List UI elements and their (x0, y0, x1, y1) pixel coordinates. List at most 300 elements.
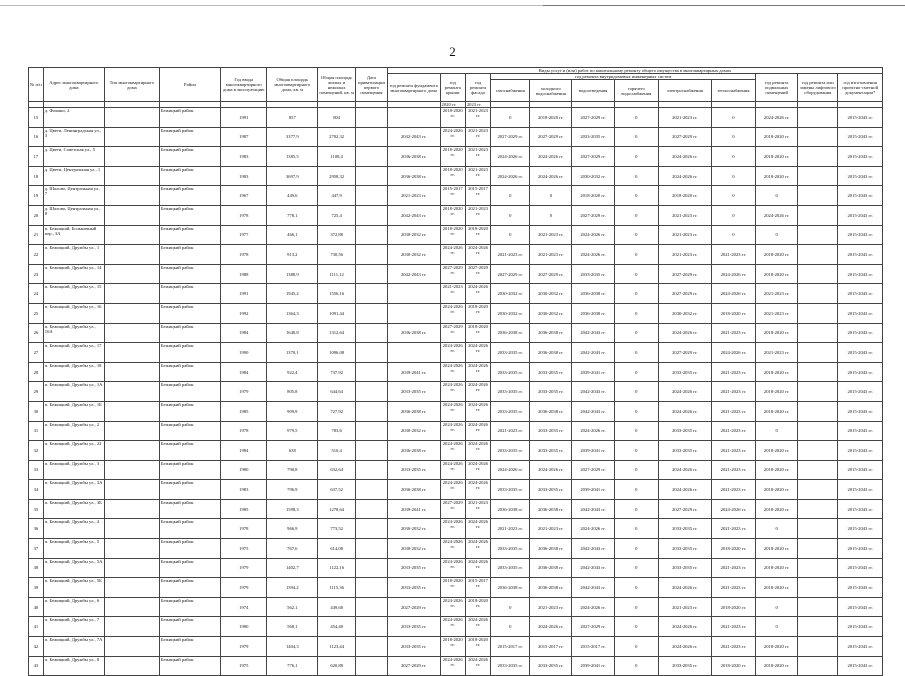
cell-gas: 0 (491, 617, 530, 637)
cell-elevator (798, 343, 838, 363)
cell-type (104, 303, 159, 323)
cell-heat: 2021-2023 гг. (711, 323, 755, 343)
cell-total-area: 790,8 (267, 460, 318, 480)
cell-design-docs: 2015-2043 гг. (838, 362, 883, 382)
cell-address: д. Цвети, Центральная ул., 1 (43, 166, 104, 186)
cell-privatization (356, 127, 388, 147)
cell-elevator (798, 303, 838, 323)
cell-roof: 2024-2026 гг. (440, 303, 465, 323)
cell-elevator (798, 205, 838, 225)
header-gas: газоснабжения (491, 80, 530, 102)
cell-living-area: 2958,32 (318, 166, 356, 186)
cell-hot-water: 0 (614, 441, 658, 461)
cell-basement: 2018-2020 гг. (756, 127, 798, 147)
cell-district: Бежицкий район (159, 284, 220, 304)
cell-heat: 0 (711, 147, 755, 167)
cell-no: 35 (29, 499, 44, 519)
cell-elevator (798, 323, 838, 343)
cell-elevator (798, 578, 838, 598)
cell-district: Бежицкий район (159, 245, 220, 265)
cell-gas: 2015-2017 гг. (491, 637, 530, 657)
cell-hot-water: 0 (614, 343, 658, 363)
cell-district: Бежицкий район (159, 421, 220, 441)
header-hot-water: горячего водоснабжения (614, 80, 658, 102)
table-row (29, 127, 883, 147)
cell-heat: 2021-2023 гг. (711, 558, 755, 578)
cell-cold-water: 2033-2035 гг. (530, 441, 572, 461)
cell-hot-water: 0 (614, 323, 658, 343)
cell-living-area: 1312,64 (318, 323, 356, 343)
cell-sewer: 2033-2035 гг. (572, 127, 614, 147)
header-foundation: год ремонта фундамента многоквартирного дома (387, 74, 440, 102)
cell-total-area: 3697,9 (267, 166, 318, 186)
cell-district: Бежицкий район (159, 460, 220, 480)
cell-cold-water: 2015-2017 гг. (530, 637, 572, 657)
table-row (29, 186, 883, 206)
header-total-area: Общая площадь многоквартирного дома, кв. м (267, 68, 318, 102)
cell-foundation: 2036-2038 гг. (387, 166, 440, 186)
cell-design-docs: 2015-2043 гг. (838, 166, 883, 186)
cell-electric: 2024-2026 гг. (658, 578, 711, 598)
table-row (29, 382, 883, 402)
header-elevator: год ремонта или замены лифтового оборудования (798, 74, 838, 102)
cell-gas: 2021-2023 гг. (491, 245, 530, 265)
cell-basement: 2018-2020 гг. (756, 245, 798, 265)
cell-electric: 2024-2026 гг. (658, 637, 711, 657)
cell-hot-water: 0 (614, 401, 658, 421)
cell-type (104, 558, 159, 578)
cell-address: п. Бежицкий, Дружбы ул., 18 (43, 362, 104, 382)
cell-total-area: 922,4 (267, 362, 318, 382)
cell-living-area: 449,68 (318, 597, 356, 617)
cell-facade: 2024-2026 гг. (465, 245, 490, 265)
cell-year-built: 1979 (221, 578, 267, 598)
cell-design-docs: 2015-2043 гг. (838, 539, 883, 559)
cell-type (104, 519, 159, 539)
cell-address: п. Бежицкий, Дружбы ул., 8 (43, 656, 104, 676)
table-row (29, 578, 883, 598)
cell-year-built: 1984 (221, 441, 267, 461)
cell-electric: 2024-2026 гг. (658, 480, 711, 500)
cell-district: Бежицкий район (159, 499, 220, 519)
cell-hot-water: 0 (614, 382, 658, 402)
cell-living-area: 804 (318, 108, 356, 128)
cell-no: 42 (29, 637, 44, 657)
cell-heat: 2021-2023 гг. (711, 382, 755, 402)
cell-electric: 2021-2023 гг. (658, 597, 711, 617)
cell-design-docs: 2015-2043 гг. (838, 303, 883, 323)
cell-sewer: 2042-2043 гг. (572, 382, 614, 402)
cell-facade: 2024-2026 гг. (465, 539, 490, 559)
capital-repair-table (28, 67, 883, 676)
cell-district: Бежицкий район (159, 578, 220, 598)
cell-district: Бежицкий район (159, 519, 220, 539)
cell-total-area: 1385,5 (267, 147, 318, 167)
cell-living-area: 372,88 (318, 225, 356, 245)
cell-privatization (356, 343, 388, 363)
cell-roof: 2024-2026 гг. (440, 460, 465, 480)
header-district: Район (159, 68, 220, 102)
cell-heat: 2021-2023 гг. (711, 460, 755, 480)
cell-privatization (356, 264, 388, 284)
cell-facade: 2018-2020 гг. (465, 225, 490, 245)
cell-total-area: 638 (267, 441, 318, 461)
cell-type (104, 147, 159, 167)
cell-living-area: 2702,32 (318, 127, 356, 147)
cell-electric: 2027-2029 гг. (658, 284, 711, 304)
cell-design-docs: 2015-2043 гг. (838, 108, 883, 128)
cell-cold-water: 2027-2029 гг. (530, 127, 572, 147)
cell-no: 36 (29, 519, 44, 539)
cell-address: п. Бежицкий, Дружбы ул., 7А (43, 637, 104, 657)
cell-no: 40 (29, 597, 44, 617)
cell-foundation: 2030-2032 гг. (387, 519, 440, 539)
cell-heat: 2018-2020 гг. (711, 597, 755, 617)
cell-district: Бежицкий район (159, 225, 220, 245)
cell-no: 33 (29, 460, 44, 480)
cell-electric: 2033-2035 гг. (658, 362, 711, 382)
cell-roof: 2018-2020 гг. (440, 205, 465, 225)
cell-no: 32 (29, 441, 44, 461)
cell-type (104, 245, 159, 265)
header-heat: теплоснабжения (711, 80, 755, 102)
scan-top-edge (0, 5, 905, 6)
cell-gas: 2033-2035 гг. (491, 441, 530, 461)
partial-roof: 2020 гг. (440, 102, 465, 108)
cell-privatization (356, 597, 388, 617)
cell-hot-water: 0 (614, 264, 658, 284)
cell-no: 29 (29, 382, 44, 402)
cell-design-docs: 2015-2043 гг. (838, 186, 883, 206)
cell-type (104, 343, 159, 363)
cell-roof: 2024-2026 гг. (440, 401, 465, 421)
cell-elevator (798, 656, 838, 676)
cell-elevator (798, 480, 838, 500)
cell-electric: 2033-2035 гг. (658, 519, 711, 539)
table-row (29, 480, 883, 500)
cell-electric: 2024-2026 гг. (658, 617, 711, 637)
cell-cold-water: 2024-2026 гг. (530, 617, 572, 637)
cell-cold-water: 2036-2038 гг. (530, 539, 572, 559)
cell-basement: 0 (756, 597, 798, 617)
cell-facade: 2024-2026 гг. (465, 617, 490, 637)
cell-year-built: 1974 (221, 597, 267, 617)
cell-basement: 0 (756, 421, 798, 441)
cell-gas: 2033-2035 гг. (491, 539, 530, 559)
cell-hot-water: 0 (614, 617, 658, 637)
cell-address: п. Бежицкий, Дружбы ул., 1 (43, 245, 104, 265)
cell-facade: 2024-2026 гг. (465, 421, 490, 441)
cell-electric: 2027-2029 гг. (658, 264, 711, 284)
cell-year-built: 1984 (221, 323, 267, 343)
cell-sewer: 2024-2026 гг. (572, 245, 614, 265)
cell-gas: 2033-2035 гг. (491, 382, 530, 402)
cell-roof: 2027-2029 гг. (440, 499, 465, 519)
cell-heat: 2021-2023 гг. (711, 421, 755, 441)
cell-sewer: 2027-2029 гг. (572, 147, 614, 167)
cell-sewer: 2039-2041 гг. (572, 362, 614, 382)
cell-facade: 2021-2023 гг. (465, 166, 490, 186)
header-no: № п/п (29, 68, 44, 102)
cell-heat: 0 (711, 205, 755, 225)
cell-basement: 2018-2020 гг. (756, 656, 798, 676)
cell-hot-water: 0 (614, 597, 658, 617)
cell-heat: 2018-2020 гг. (711, 656, 755, 676)
cell-facade: 2024-2026 гг. (465, 441, 490, 461)
cell-basement: 2018-2020 гг. (756, 637, 798, 657)
cell-district: Бежицкий район (159, 382, 220, 402)
cell-cold-water: 2036-2038 гг. (530, 323, 572, 343)
cell-design-docs: 2015-2043 гг. (838, 401, 883, 421)
cell-electric: 2033-2035 гг. (658, 441, 711, 461)
cell-year-built: 1979 (221, 382, 267, 402)
cell-sewer: 2024-2026 гг. (572, 519, 614, 539)
cell-total-area: 796,9 (267, 480, 318, 500)
cell-electric: 2027-2029 гг. (658, 499, 711, 519)
cell-type (104, 284, 159, 304)
cell-no: 38 (29, 558, 44, 578)
cell-total-area: 979,5 (267, 421, 318, 441)
cell-elevator (798, 362, 838, 382)
cell-no: 21 (29, 225, 44, 245)
cell-cold-water: 2033-2035 гг. (530, 362, 572, 382)
cell-sewer: 2036-2038 гг. (572, 303, 614, 323)
cell-living-area: 510,4 (318, 441, 356, 461)
cell-facade: 2024-2026 гг. (465, 519, 490, 539)
cell-gas: 2027-2029 гг. (491, 127, 530, 147)
cell-facade: 2018-2020 гг. (465, 637, 490, 657)
header-sewer: водоотведения (572, 80, 614, 102)
table-row (29, 205, 883, 225)
cell-address: п. Бежицкий, Дружбы ул., 15 (43, 284, 104, 304)
cell-basement: 2024-2026 гг. (756, 205, 798, 225)
cell-foundation: 2036-2038 гг. (387, 323, 440, 343)
cell-foundation: 2036-2038 гг. (387, 441, 440, 461)
cell-basement: 2021-2023 гг. (756, 284, 798, 304)
cell-design-docs: 2015-2043 гг. (838, 519, 883, 539)
cell-no: 39 (29, 578, 44, 598)
cell-hot-water: 0 (614, 480, 658, 500)
cell-no: 24 (29, 284, 44, 304)
cell-foundation: 2030-2032 гг. (387, 421, 440, 441)
cell-elevator (798, 127, 838, 147)
cell-type (104, 617, 159, 637)
cell-address: п. Бежицкий, Дружбы ул., 14 (43, 264, 104, 284)
cell-roof: 2018-2020 гг. (440, 108, 465, 128)
cell-privatization (356, 225, 388, 245)
cell-privatization (356, 303, 388, 323)
cell-design-docs: 2015-2043 гг. (838, 264, 883, 284)
cell-roof: 2024-2026 гг. (440, 656, 465, 676)
header-design-docs: год изготовления проектно-сметной документации* (838, 74, 883, 102)
cell-design-docs: 2015-2043 гг. (838, 127, 883, 147)
cell-facade: 2018-2020 гг. (465, 303, 490, 323)
cell-electric: 2024-2026 гг. (658, 166, 711, 186)
cell-basement: 2018-2020 гг. (756, 499, 798, 519)
cell-roof: 2024-2026 гг. (440, 519, 465, 539)
cell-foundation: 2033-2035 гг. (387, 637, 440, 657)
cell-roof: 2027-2029 гг. (440, 323, 465, 343)
cell-gas: 2024-2026 гг. (491, 460, 530, 480)
table-row (29, 558, 883, 578)
cell-heat: 2021-2023 гг. (711, 401, 755, 421)
cell-cold-water: 2036-2038 гг. (530, 558, 572, 578)
table-row (29, 147, 883, 167)
cell-electric: 2024-2026 гг. (658, 382, 711, 402)
cell-sewer: 2018-2020 гг. (572, 186, 614, 206)
cell-basement: 2018-2020 гг. (756, 264, 798, 284)
cell-no: 25 (29, 303, 44, 323)
header-roof: год ремонта крыши (440, 74, 465, 102)
cell-address: д. Фокино, 2 (43, 108, 104, 128)
table-row (29, 245, 883, 265)
cell-foundation: 2033-2035 гг. (387, 617, 440, 637)
cell-year-built: 1985 (221, 499, 267, 519)
cell-address: п. Бежицкий, Дружбы ул., 17 (43, 343, 104, 363)
cell-foundation: 2030-2032 гг. (387, 245, 440, 265)
cell-elevator (798, 441, 838, 461)
cell-total-area: 1364,3 (267, 303, 318, 323)
cell-electric: 2027-2029 гг. (658, 127, 711, 147)
cell-no: 23 (29, 264, 44, 284)
cell-sewer: 2042-2043 гг. (572, 558, 614, 578)
cell-hot-water: 0 (614, 245, 658, 265)
cell-address: п. Бежицкий, Дружбы ул., 5А (43, 558, 104, 578)
cell-sewer: 2042-2043 гг. (572, 401, 614, 421)
table-row (29, 362, 883, 382)
header-year-built: Год ввода многоквартирного дома в эксплуатацию (221, 68, 267, 102)
cell-basement: 2021-2023 гг. (756, 303, 798, 323)
cell-heat: 0 (711, 186, 755, 206)
cell-elevator (798, 108, 838, 128)
header-basement: год ремонта подвальных помещений (756, 74, 798, 102)
cell-type (104, 323, 159, 343)
cell-privatization (356, 147, 388, 167)
cell-no: 15 (29, 108, 44, 128)
cell-type (104, 460, 159, 480)
cell-facade: 2021-2023 гг. (465, 147, 490, 167)
table-row (29, 108, 883, 128)
cell-year-built: 1990 (221, 343, 267, 363)
cell-district: Бежицкий район (159, 186, 220, 206)
cell-roof: 2024-2026 гг. (440, 617, 465, 637)
cell-total-area: 1370,1 (267, 343, 318, 363)
cell-heat: 2021-2023 гг. (711, 245, 755, 265)
cell-facade: 2024-2026 гг. (465, 656, 490, 676)
cell-district: Бежицкий район (159, 205, 220, 225)
cell-total-area: 1640,8 (267, 323, 318, 343)
header-privatization: Дата приватизации первого помещения (356, 68, 388, 102)
cell-gas: 2021-2023 гг. (491, 519, 530, 539)
cell-no: 19 (29, 186, 44, 206)
partial-facade: 2023 гг. (465, 102, 490, 108)
cell-address: п. Бежицкий, Дружбы ул., 16 (43, 303, 104, 323)
cell-design-docs: 2015-2043 гг. (838, 382, 883, 402)
cell-address: д. Цвети, Ленинградская ул., 3 (43, 127, 104, 147)
cell-electric: 2021-2023 гг. (658, 225, 711, 245)
cell-address: п. Бежицкий, Дружбы ул., 2 (43, 421, 104, 441)
table-row (29, 519, 883, 539)
cell-hot-water: 0 (614, 499, 658, 519)
cell-facade: 2024-2026 гг. (465, 401, 490, 421)
cell-roof: 2024-2026 гг. (440, 597, 465, 617)
cell-facade: 2024-2026 гг. (465, 480, 490, 500)
cell-hot-water: 0 (614, 147, 658, 167)
cell-year-built: 1983 (221, 166, 267, 186)
cell-elevator (798, 225, 838, 245)
cell-basement: 0 (756, 519, 798, 539)
cell-year-built: 1992 (221, 303, 267, 323)
cell-sewer: 2042-2043 гг. (572, 499, 614, 519)
cell-privatization (356, 617, 388, 637)
cell-type (104, 421, 159, 441)
cell-hot-water: 0 (614, 558, 658, 578)
cell-design-docs: 2015-2043 гг. (838, 225, 883, 245)
cell-privatization (356, 519, 388, 539)
cell-year-built: 1983 (221, 147, 267, 167)
cell-design-docs: 2015-2043 гг. (838, 617, 883, 637)
cell-basement: 2018-2020 гг. (756, 323, 798, 343)
cell-roof: 2024-2026 гг. (440, 382, 465, 402)
cell-elevator (798, 421, 838, 441)
cell-privatization (356, 362, 388, 382)
cell-facade: 2021-2023 гг. (465, 108, 490, 128)
cell-type (104, 441, 159, 461)
cell-district: Бежицкий район (159, 441, 220, 461)
cell-district: Бежицкий район (159, 264, 220, 284)
cell-address: п. Бежицкий, Дружбы ул., 3 (43, 460, 104, 480)
cell-roof: 2018-2020 гг. (440, 225, 465, 245)
cell-year-built: 1991 (221, 284, 267, 304)
cell-cold-water: 2024-2026 гг. (530, 147, 572, 167)
cell-facade: 2015-2017 гг. (465, 186, 490, 206)
cell-total-area: 1598,3 (267, 499, 318, 519)
cell-sewer: 2027-2029 гг. (572, 108, 614, 128)
cell-basement: 2018-2020 гг. (756, 558, 798, 578)
cell-electric: 2033-2035 гг. (658, 656, 711, 676)
cell-privatization (356, 323, 388, 343)
cell-facade: 2021-2023 гг. (465, 127, 490, 147)
cell-type (104, 578, 159, 598)
cell-heat: 2021-2023 гг. (711, 441, 755, 461)
cell-cold-water: 2036-2038 гг. (530, 499, 572, 519)
cell-electric: 2030-2032 гг. (658, 303, 711, 323)
cell-no: 26 (29, 323, 44, 343)
cell-sewer: 2036-2038 гг. (572, 284, 614, 304)
cell-cold-water: 2021-2023 гг. (530, 245, 572, 265)
cell-type (104, 382, 159, 402)
cell-address: п. Бежицкий, Дружбы ул., 7 (43, 617, 104, 637)
table-row (29, 421, 883, 441)
cell-gas: 0 (491, 205, 530, 225)
cell-design-docs: 2015-2043 гг. (838, 637, 883, 657)
cell-total-area: 1394,2 (267, 578, 318, 598)
cell-living-area: 1556,16 (318, 284, 356, 304)
cell-hot-water: 0 (614, 421, 658, 441)
cell-gas: 2036-2038 гг. (491, 323, 530, 343)
cell-year-built: 1978 (221, 205, 267, 225)
cell-foundation: 2036-2038 гг. (387, 401, 440, 421)
cell-foundation: 2042-2043 гг. (387, 127, 440, 147)
cell-gas: 2024-2026 гг. (491, 166, 530, 186)
cell-year-built: 1975 (221, 656, 267, 676)
cell-living-area: 1096,08 (318, 343, 356, 363)
cell-roof: 2024-2026 гг. (440, 441, 465, 461)
cell-roof: 2024-2026 гг. (440, 245, 465, 265)
cell-facade: 2024-2026 гг. (465, 558, 490, 578)
cell-gas: 2036-2038 гг. (491, 499, 530, 519)
cell-sewer: 2033-2035 гг. (572, 264, 614, 284)
